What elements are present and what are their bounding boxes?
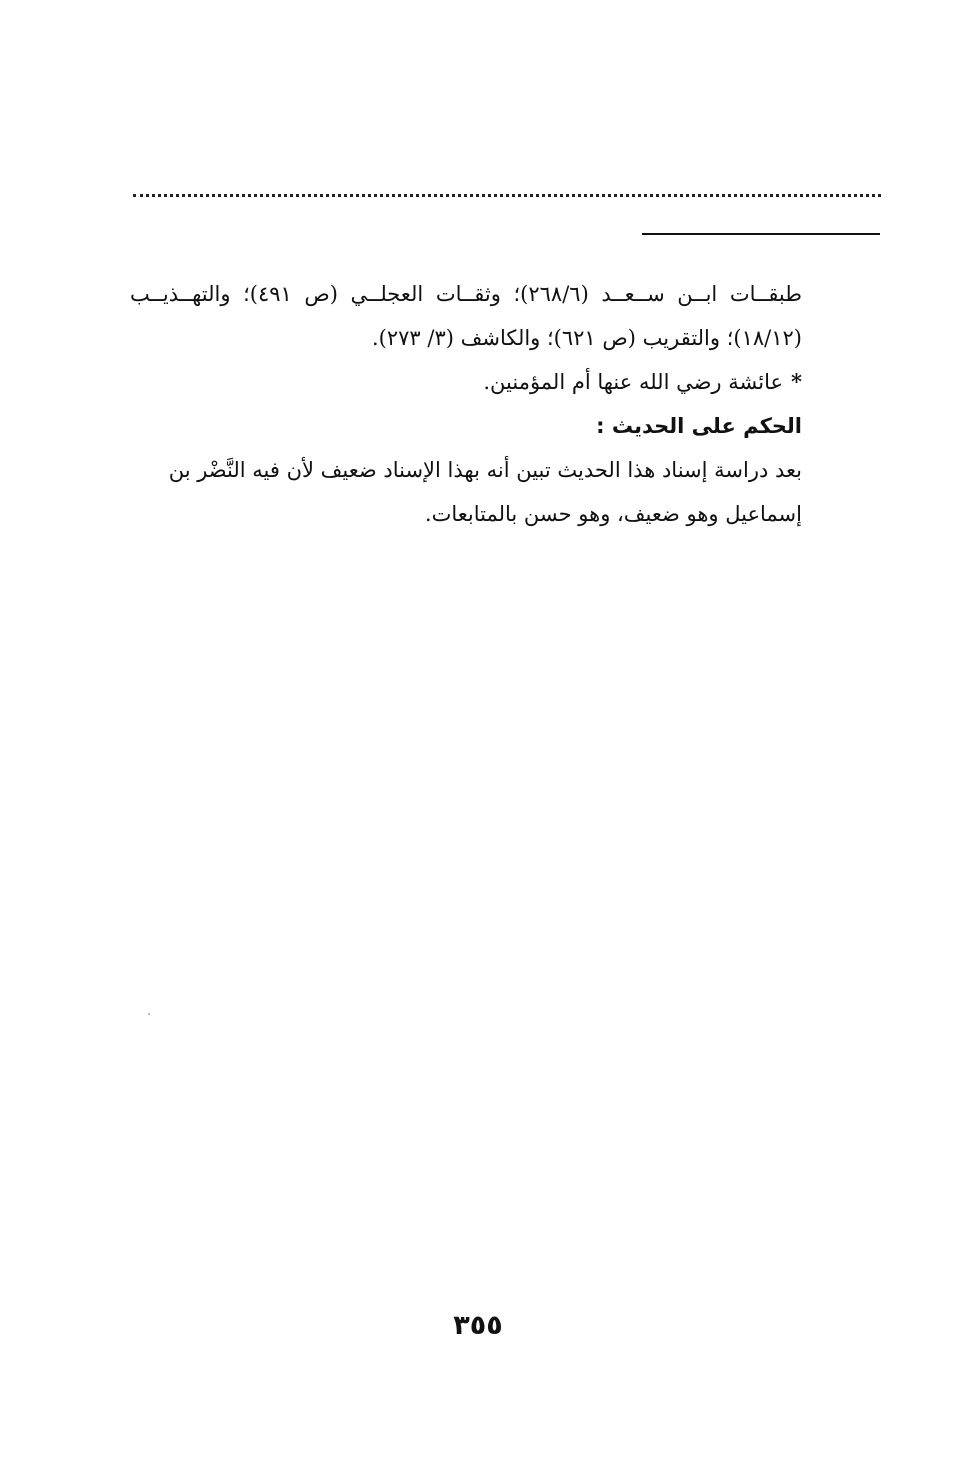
body-line-2: إسماعيل وهو ضعيف، وهو حسن بالمتابعات. — [424, 502, 802, 526]
page-number: ٣٥٥ — [453, 1310, 503, 1341]
footnote-text-block — [130, 272, 802, 536]
scan-speck — [148, 1013, 150, 1015]
dotted-separator-rule — [133, 194, 881, 197]
bullet-line-text: عائشة رضي الله عنها أم المؤمنين. — [483, 370, 784, 394]
footnote-line-2: (١٨/١٢)؛ والتقريب (ص ٦٢١)؛ والكاشف (٣/ ٢٧٣). — [371, 326, 802, 350]
body-line-1: بعد دراسة إسناد هذا الحديث تبين أنه بهذا الإسناد ضعيف لأن فيه النَّضْر بن — [168, 458, 802, 482]
footnote-line-1: طبقــات ابــن ســعــد (٢٦٨/٦)؛ وثقــات العجلــي (ص ٤٩١)؛ والتهــذيــب — [130, 282, 802, 306]
asterisk-bullet-icon: * — [791, 369, 802, 394]
bullet-line — [130, 360, 802, 404]
footnote-separator-rule — [642, 233, 880, 235]
section-heading: الحكم على الحديث : — [596, 414, 802, 438]
